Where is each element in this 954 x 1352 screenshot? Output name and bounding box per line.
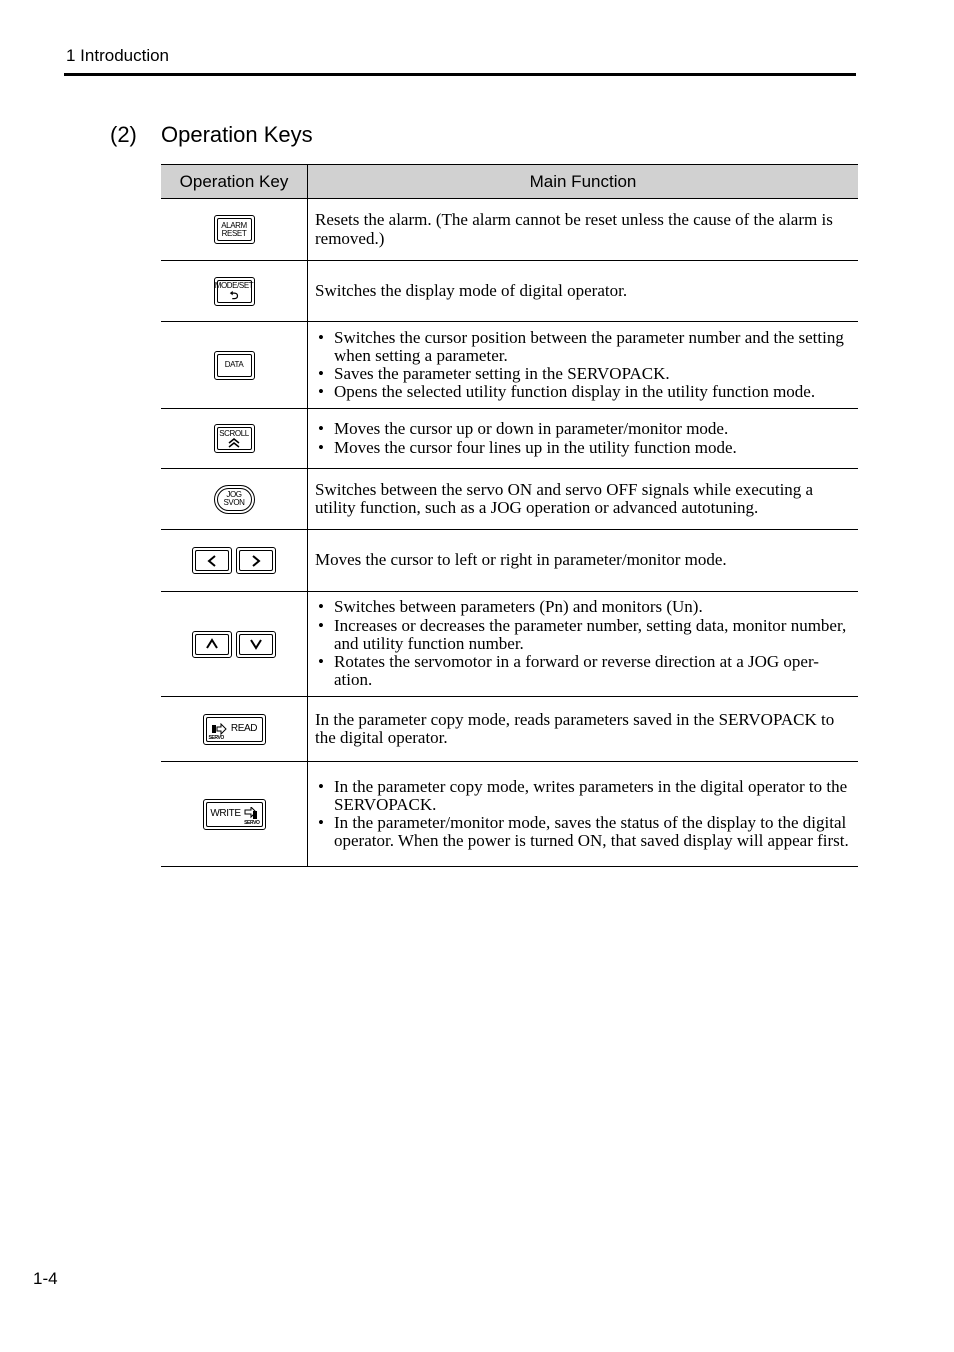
- function-cell: In the parameter copy mode, reads parameters saved in the SERVOPACK to the digital operator.: [308, 697, 859, 762]
- table-row: [161, 469, 858, 530]
- table-header-row: [161, 165, 858, 199]
- function-cell: Moves the cursor to left or right in parameter/monitor mode.: [308, 530, 859, 592]
- bullet-list: [315, 329, 852, 402]
- bullet-list: [315, 598, 852, 689]
- bullet-list: [315, 420, 852, 456]
- list-item: • In the parameter copy mode, writes parameters in the digital operator to the SERVOPACK.: [315, 778, 852, 814]
- section-title: [110, 122, 313, 148]
- key-cell: [161, 762, 308, 867]
- table-row: [161, 199, 858, 261]
- write-key-icon: WRITE SERVO: [203, 799, 266, 830]
- function-cell: Switches the display mode of digital operator.: [308, 261, 859, 322]
- list-item: • Increases or decreases the parameter number, setting data, monitor number, and utility function number.: [315, 617, 852, 653]
- table-row: [161, 530, 858, 592]
- table-row: [161, 261, 858, 322]
- list-item: • Moves the cursor up or down in parameter/monitor mode.: [315, 420, 852, 438]
- table-row: [161, 762, 858, 867]
- key-cell: [161, 697, 308, 762]
- key-cell: [161, 199, 308, 261]
- table-row: [161, 592, 858, 697]
- key-cell: [161, 409, 308, 469]
- header-rule: [64, 73, 856, 76]
- key-cell: [161, 469, 308, 530]
- list-item: • In the parameter/monitor mode, saves the status of the display to the digital operator. When the power is turned ON, that saved display will appear first.: [315, 814, 852, 850]
- list-item: • Moves the cursor four lines up in the utility function mode.: [315, 439, 852, 457]
- col-header-key: Operation Key: [161, 165, 308, 199]
- list-item: • Rotates the servomotor in a forward or reverse direction at a JOG oper-ation.: [315, 653, 852, 689]
- table-row: [161, 322, 858, 409]
- function-cell: Resets the alarm. (The alarm cannot be reset unless the cause of the alarm is removed.): [308, 199, 859, 261]
- bullet-list: [315, 778, 852, 851]
- list-item: • Opens the selected utility function display in the utility function mode.: [315, 383, 852, 401]
- table-row: [161, 409, 858, 469]
- list-item: • Switches between parameters (Pn) and monitors (Un).: [315, 598, 852, 616]
- page-number: 1-4: [33, 1269, 58, 1288]
- function-cell: [308, 322, 859, 409]
- up-arrow-key-icon: [192, 631, 232, 658]
- section-number: (2): [110, 122, 137, 147]
- chapter-header: 1 Introduction: [66, 46, 170, 65]
- mode-set-key-icon: MODE/SET ⮌: [214, 277, 255, 306]
- function-cell: [308, 409, 859, 469]
- function-cell: [308, 762, 859, 867]
- operation-keys-table: [161, 164, 858, 867]
- right-arrow-key-icon: [236, 547, 276, 574]
- table-row: [161, 697, 858, 762]
- key-cell: [161, 592, 308, 697]
- key-cell: [161, 530, 308, 592]
- data-key-icon: DATA: [214, 351, 255, 380]
- alarm-reset-key-icon: ALARM RESET: [214, 215, 255, 244]
- jog-svon-key-icon: JOG SVON: [214, 485, 255, 514]
- section-heading: Operation Keys: [161, 122, 313, 147]
- list-item: • Switches the cursor position between the parameter number and the setting when setting a parameter.: [315, 329, 852, 365]
- scroll-key-icon: SCROLL: [214, 424, 255, 453]
- key-cell: [161, 322, 308, 409]
- function-cell: [308, 592, 859, 697]
- function-cell: Switches between the servo ON and servo OFF signals while executing a utility function, such as a JOG operation or advanced autotuning.: [308, 469, 859, 530]
- left-arrow-key-icon: [192, 547, 232, 574]
- key-cell: [161, 261, 308, 322]
- col-header-function: Main Function: [308, 165, 859, 199]
- list-item: • Saves the parameter setting in the SERVOPACK.: [315, 365, 852, 383]
- down-arrow-key-icon: [236, 631, 276, 658]
- read-key-icon: READ SERVO: [203, 714, 266, 745]
